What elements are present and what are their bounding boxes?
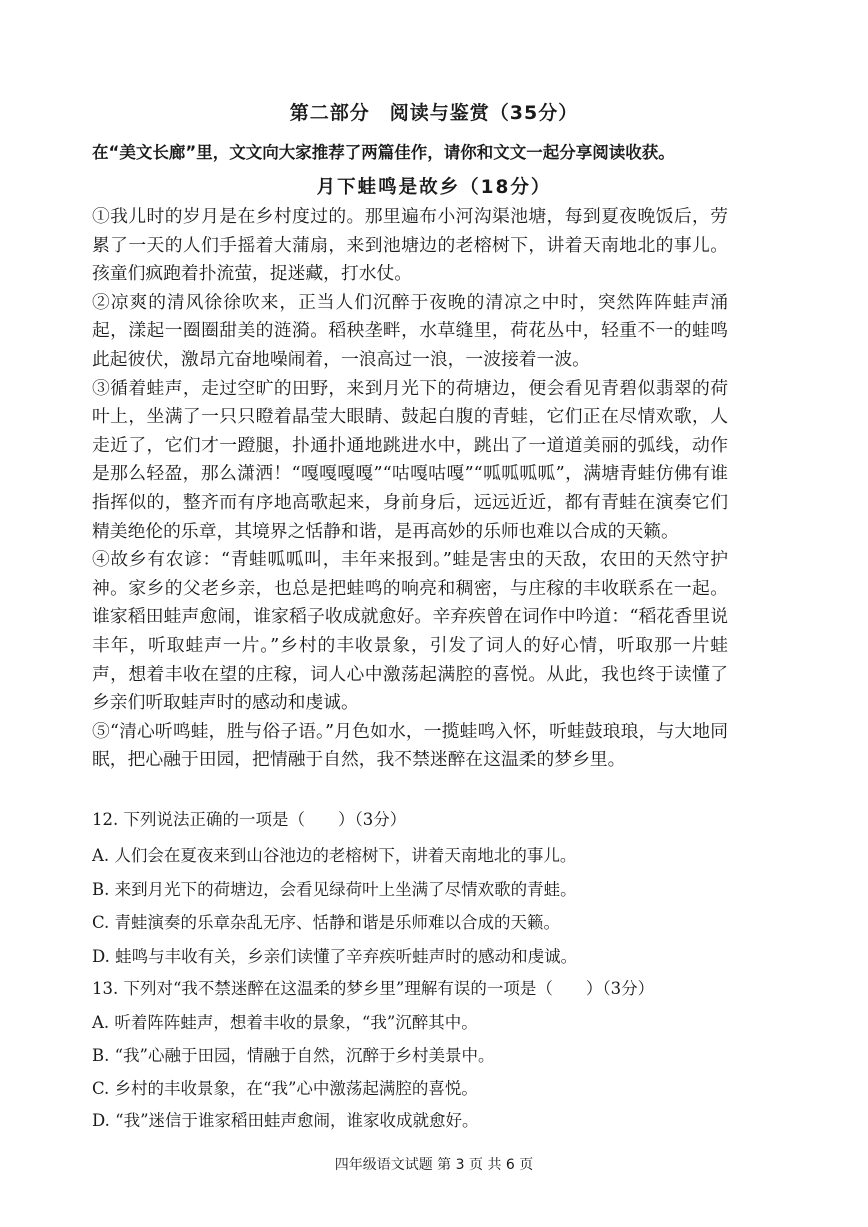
question-12-option-c: C. 青蛙演奏的乐章杂乱无序、恬静和谐是乐师难以合成的天籁。: [92, 913, 561, 932]
question-13-option-c: C. 乡村的丰收景象，在“我”心中激荡起满腔的喜悦。: [92, 1079, 478, 1098]
article-title: 月下蛙鸣是故乡（18分）: [316, 177, 552, 198]
question-13-option-a: A. 听着阵阵蛙声，想着丰收的景象，“我”沉醉其中。: [92, 1013, 478, 1032]
article-body: [92, 203, 728, 775]
paragraph-3: ③循着蛙声，走过空旷的田野，来到月光下的荷塘边，便会看见青碧似翡翠的荷叶上，坐满了一只只瞪着晶莹大眼睛、鼓起白腹的青蛙，它们正在尽情欢歌，人走近了，它们才一蹬腿，扑通扑通地跳进水中，跳出了一道道美丽的弧线，动作是那么轻盈，那么潇洒！“嘎嘎嘎嘎”“咕嘎咕嘎”“呱呱呱呱”，满塘青蛙仿佛有谁指挥似的，整齐而有序地高歌起来，身前身后，远远近近，都有青蛙在演奏它们精美绝伦的乐章，其境界之恬静和谐，是再高妙的乐师也难以合成的天籁。: [92, 377, 728, 542]
question-13-option-d: D. “我”迷信于谁家稻田蛙声愈闹，谁家收成就愈好。: [92, 1111, 479, 1130]
question-12-option-a: A. 人们会在夏夜来到山谷池边的老榕树下，讲着天南地北的事儿。: [92, 846, 577, 865]
paragraph-5: ⑤“清心听鸣蛙，胜与俗子语。”月色如水，一揽蛙鸣入怀，听蛙鼓琅琅，与大地同眠，把心融于田园，把情融于自然，我不禁迷醉在这温柔的梦乡里。: [92, 720, 728, 771]
section-title: 第二部分 阅读与鉴赏（35分）: [289, 102, 579, 124]
question-13-option-b: B. “我”心融于田园，情融于自然，沉醉于乡村美景中。: [92, 1046, 495, 1065]
question-12-option-b: B. 来到月光下的荷塘边，会看见绿荷叶上坐满了尽情欢歌的青蛙。: [92, 880, 577, 899]
page-footer: 四年级语文试题 第 3 页 共 6 页: [334, 1157, 534, 1173]
question-12-option-d: D. 蛙鸣与丰收有关，乡亲们读懂了辛弃疾听蛙声时的感动和虔诚。: [92, 947, 578, 966]
question-12-stem: 12. 下列说法正确的一项是（ ）（3分）: [92, 810, 407, 829]
section-intro: 在“美文长廊”里，文文向大家推荐了两篇佳作，请你和文文一起分享阅读收获。: [92, 143, 675, 162]
question-13-stem: 13. 下列对“我不禁迷醉在这温柔的梦乡里”理解有误的一项是（ ）（3分）: [92, 979, 655, 998]
paragraph-4: ④故乡有农谚：“青蛙呱呱叫，丰年来报到。”蛙是害虫的天敌，农田的天然守护神。家乡的父老乡亲，也总是把蛙鸣的响亮和稠密，与庄稼的丰收联系在一起。谁家稻田蛙声愈闹，谁家稻子收成就愈好。辛弃疾曾在词作中吟道：“稻花香里说丰年，听取蛙声一片。”乡村的丰收景象，引发了词人的好心情，听取那一片蛙声，想着丰收在望的庄稼，词人心中激荡起满腔的喜悦。从此，我也终于读懂了乡亲们听取蛙声时的感动和虔诚。: [92, 549, 728, 714]
paragraph-2: ②凉爽的清风徐徐吹来，正当人们沉醉于夜晚的清凉之中时，突然阵阵蛙声涌起，漾起一圈圈甜美的涟漪。稻秧垄畔，水草缝里，荷花丛中，轻重不一的蛙鸣此起彼伏，激昂亢奋地噪闹着，一浪高过一浪，一波接着一波。: [92, 291, 728, 370]
paragraph-1: ①我儿时的岁月是在乡村度过的。那里遍布小河沟渠池塘，每到夏夜晚饭后，劳累了一天的人们手摇着大蒲扇，来到池塘边的老榕树下，讲着天南地北的事儿。孩童们疯跑着扑流萤，捉迷藏，打水仗。: [92, 206, 728, 285]
